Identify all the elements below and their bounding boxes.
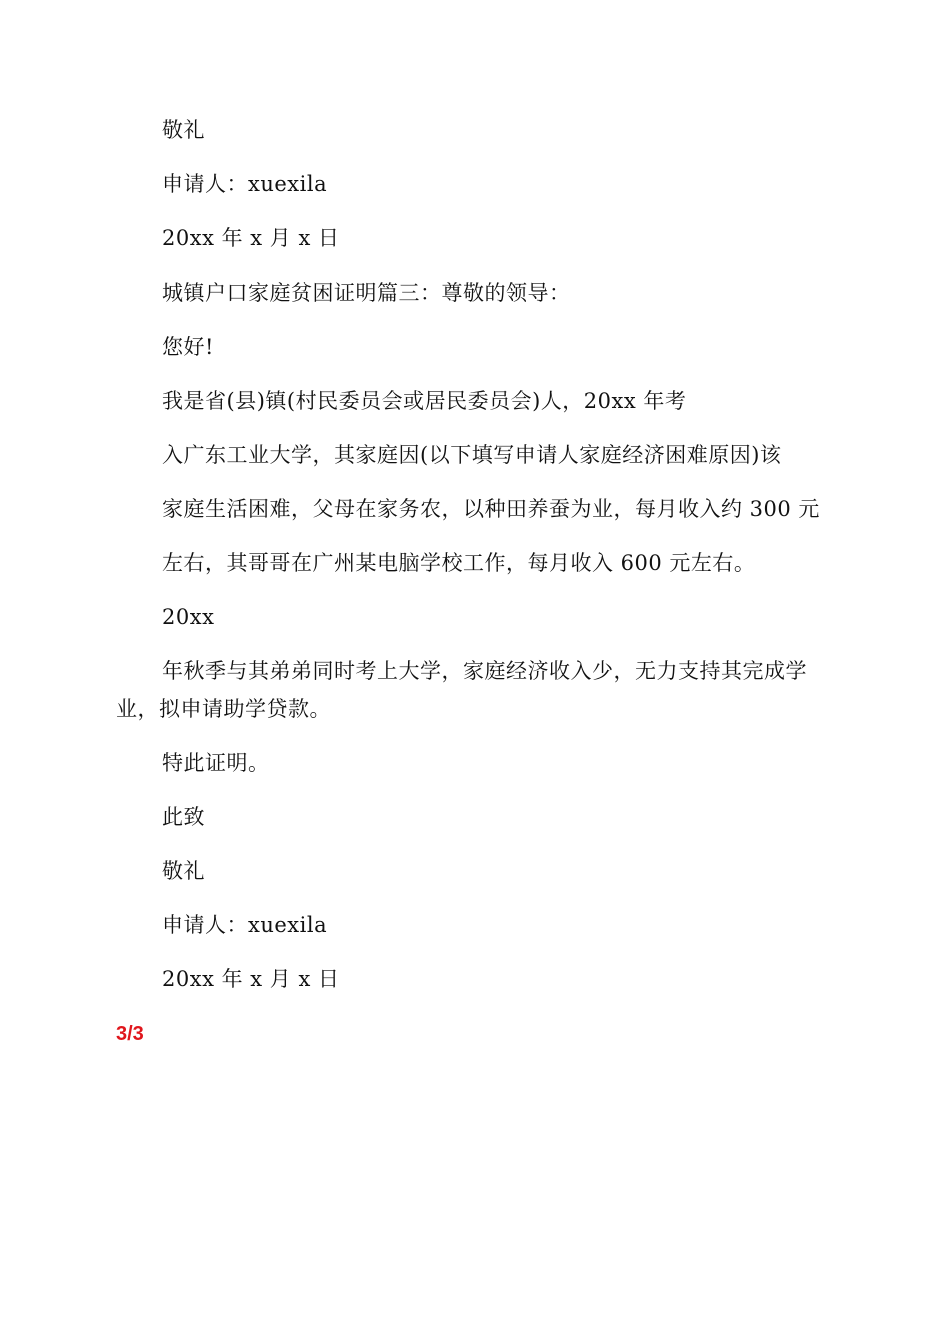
greeting-line: 您好!: [162, 335, 214, 359]
date-line: 20xx 年 x 月 x 日: [162, 967, 340, 991]
body-paragraph-line: 左右，其哥哥在广州某电脑学校工作，每月收入 600 元左右。: [162, 551, 756, 575]
body-paragraph: 年秋季与其弟弟同时考上大学，家庭经济收入少，无力支持其完成学业，拟申请助学贷款。: [116, 659, 807, 721]
page-number: 3/3: [116, 1023, 144, 1045]
date-line: 20xx 年 x 月 x 日: [162, 226, 340, 250]
year-line: 20xx: [162, 605, 215, 629]
salutation-closing: 敬礼: [162, 118, 205, 142]
closing-line: 此致: [162, 805, 205, 829]
section-heading: 城镇户口家庭贫困证明篇三：尊敬的领导：: [162, 281, 571, 305]
applicant-line: 申请人：xuexila: [162, 913, 328, 937]
body-paragraph-line: 入广东工业大学，其家庭因(以下填写申请人家庭经济困难原因)该: [162, 443, 782, 467]
applicant-line: 申请人：xuexila: [162, 172, 328, 196]
body-paragraph-line: 我是省(县)镇(村民委员会或居民委员会)人，20xx 年考: [162, 389, 687, 413]
body-paragraph-line: 家庭生活困难，父母在家务农，以种田养蚕为业，每月收入约 300 元: [162, 497, 820, 521]
salutation-closing: 敬礼: [162, 859, 205, 883]
certification-line: 特此证明。: [162, 751, 270, 775]
